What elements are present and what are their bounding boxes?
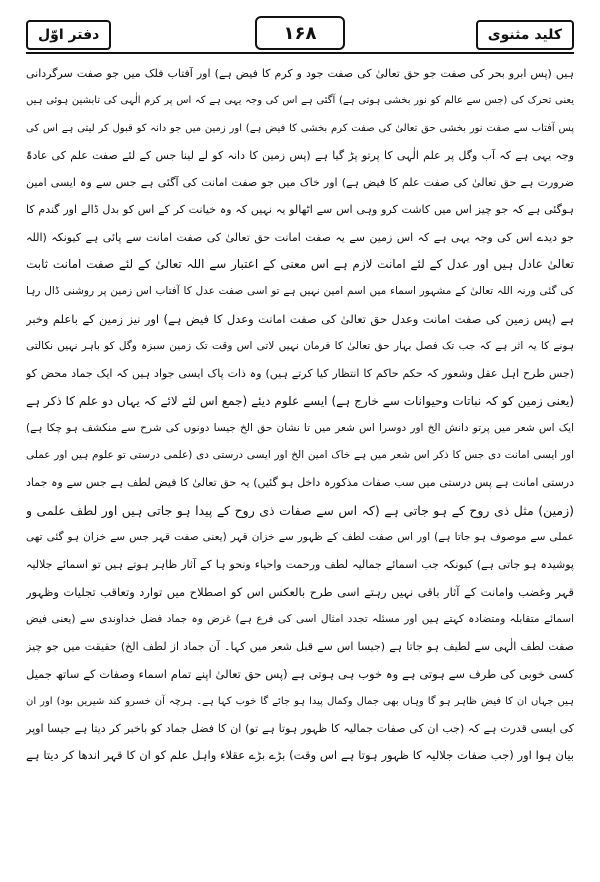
text-line: قہر وغضب وامانت کے آثار باقی نہیں رہتے اسی طرح بالعکس اس کو اصطلاح میں توارد وتعاقب تجلیات وظہور — [26, 584, 574, 599]
text-line: (یعنی زمین کو کہ نباتات وحیوانات سے خارج ہے) ایسے علوم دیئے (جمع اس لئے لائے کہ یہاں دو علم کا ذکر ہے — [26, 393, 574, 408]
text-line: کی ایسی قدرت ہے کہ (جب ان کی صفات جمالیہ کا ظہور ہوتا ہے تو) ان کا فضل جماد کو باخبر کر دیتا ہے جیسا اوپر — [26, 722, 574, 736]
text-line: بیان ہوا اور (جب صفات جلالیہ کا ظہور ہوتا ہے اس وقت) بڑے بڑے عقلاء واہل علم کو ان کا قہر اندھا کر دیتا ہے — [26, 748, 574, 763]
text-line: ہیں (پس ابرو بحر کی صفت جو حق تعالیٰ کی صفت جود و کرم کا فیض ہے) اور آفتاب فلک میں جو صفت سرگردانی — [26, 67, 574, 80]
page-header — [26, 16, 574, 50]
text-line: (جس طرح اہل عقل وشعور کہ حکم حاکم کا انتظار کیا کرتے ہیں) وہ ذات پاک ایسی جواد ہیں کہ ایک جماد محض کو — [26, 367, 574, 381]
text-line: کی گئی ورنہ اللہ تعالیٰ کے مشہور اسماء میں اسم امین نہیں ہے تو اسی صفت عدل کا آفتاب اس زمین پر روشنی ڈال رہا — [26, 285, 574, 298]
text-line: ہے (پس زمین کی صفت امانت وعدل حق تعالیٰ کی صفت امانت وعدل کا فیض ہے) اور نیز زمین کے باعلم وخبر — [26, 311, 574, 326]
text-line: اسمائے متقابلہ ومتضادہ کہتے ہیں اور مسئلہ تجدد امثال اسی کی فرع ہے) غرض وہ جماد فضل خداوندی سے (یعنی فیض — [26, 612, 574, 625]
header-rule — [26, 52, 574, 54]
text-line: ایک اس شعر میں پرتو دانش الخ اور دوسرا اس شعر میں تا نشان حق الخ جیسا دونوں کی شرح سے منکشف ہو چکا ہے) — [26, 421, 574, 434]
text-line: عملی سے موصوف ہو جاتا ہے) اور اس صفت لطف کے ظہور سے خزان قہر (یعنی صفت قہر جس سے خزان ہو گئی تھی — [26, 531, 574, 544]
text-line: (زمین) مثل ذی روح کے ہو جاتی ہے (کہ اس سے صفات ذی روح کے پیدا ہو جاتی ہیں اور لطف علمی و — [26, 502, 574, 518]
text-line: پوشیدہ ہو جاتی ہے) کیونکہ جب اسمائے جمالیہ لطف ورحمت واحیاء ونحو ہا کے آثار ظاہر ہوتے ہیں تو اسمائے جلالیہ — [26, 558, 574, 572]
text-line: یعنی تحرک کی (جس سے عالم کو نور بخشی ہوتی ہے) آگئی ہے اس کی وجہ یہی ہے کہ اس پر کرم الٰہی کی تابشین ہوئی ہیں — [26, 95, 574, 107]
body-text — [26, 60, 574, 770]
text-line: ہونے کا یہ اثر ہے کہ جب تک فصل بہار حق تعالیٰ کا فرمان نہیں لاتی اس وقت تک زمین سبزہ وگل کو باہر نہیں نکالتی — [26, 339, 574, 352]
text-line: تعالیٰ عادل ہیں اور عدل کے لئے امانت لازم ہے اس معنی کے اعتبار سے اللہ تعالیٰ کے لئے صفت امانت ثابت — [26, 257, 574, 272]
text-line: ہیں جہاں ان کا فیض ظاہر ہو گا وہاں بھی جمال وکمال پیدا ہو جائے گا خوب کہا ہے۔ ہرچہ آن خسرو کند شیریں بود) اور ان — [26, 695, 574, 707]
text-line: درستی امانت ہے پس درستی میں سب صفات مذکورہ داخل ہو گئیں) یہ حق تعالیٰ کا فیض لطف ہے جس سے وہ جماد — [26, 476, 574, 490]
text-line: وجہ یہی ہے کہ آب وگل پر علم الٰہی کا پرتو پڑ گیا ہے (پس زمین کا دانہ کو لے لینا جس کے لئے صفت علم کی عادۃً — [26, 148, 574, 162]
text-line: جو دیدے اس کی وجہ یہی ہے کہ اس زمین سے یہ صفت امانت حق تعالیٰ کی صفت امانت سے پائی ہے کیونکہ (اللہ — [26, 230, 574, 244]
volume-label: دفتر اوّل — [26, 20, 111, 50]
text-line: اور ایسی امانت دی جس کا ذکر اس شعر میں ہے خاک امین الخ اور ایسی درستی دی (علمی درستی تو علوم ہیں اور عملی — [26, 449, 574, 462]
text-line: کسی خوبی کی طرف سے ہوتی ہے وہ خوب ہی ہوتی ہے (پس حق تعالیٰ اپنے تمام اسماء وصفات کے ساتھ جمیل — [26, 666, 574, 681]
text-line: پس آفتاب سے صفت نور بخشی حق تعالیٰ کی صفت کرم بخشی کا فیض ہے) اور زمین میں جو دانہ کو قبول کر لیتی ہے اس کی — [26, 122, 574, 134]
book-title-label: کلید مثنوی — [476, 20, 574, 50]
text-line: ہوگئی ہے کہ جو چیز اس میں کاشت کرو وہی اس سے اٹھالو یہ نہیں کہ وہ خیانت کر کے اس کو بدل ڈالے اور گندم کا — [26, 203, 574, 217]
page-number: ۱۶۸ — [255, 16, 345, 50]
text-line: ضرورت ہے حق تعالیٰ کی صفت علم کا فیض ہے) اور خاک میں جو صفت امانت کی آگئی ہے جس سے وہ ایسی امین — [26, 176, 574, 190]
text-line: صفت لطف الٰہی سے لطیف ہو جاتا ہے (جیسا اس سے قبل شعر میں کہا۔ آن جماد از لطف الخ) حقیقت میں جو چیز — [26, 640, 574, 654]
